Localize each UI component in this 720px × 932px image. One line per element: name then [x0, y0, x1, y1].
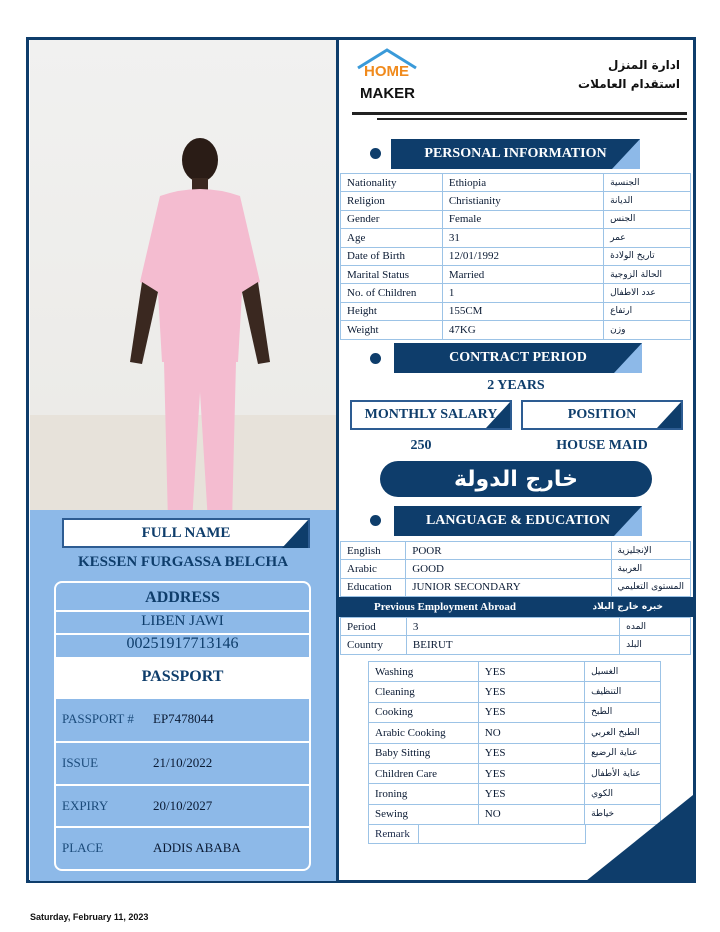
language-row-value: JUNIOR SECONDARY: [406, 578, 611, 596]
skill-row-arabic-label: خياطة: [585, 804, 661, 824]
personal-info-row-value: 47KG: [442, 321, 603, 339]
issue-label: ISSUE: [62, 755, 99, 770]
passport-number-label: PASSPORT #: [62, 711, 134, 726]
skill-row-arabic-label: عناية الأطفال: [585, 763, 661, 783]
skill-row-value: YES: [478, 763, 584, 783]
language-row-arabic-label: العربية: [611, 560, 690, 578]
logo-home-text: HOME: [364, 63, 409, 80]
personal-info-row-label: Weight: [341, 321, 443, 339]
place-row: [56, 828, 309, 868]
expiry-row: [56, 786, 309, 826]
skill-row-arabic-label: الطبخ العربي: [585, 723, 661, 743]
skill-row-label: Children Care: [369, 763, 479, 783]
personal-info-row: [341, 174, 691, 192]
language-row-arabic-label: المستوى التعليمي: [611, 578, 690, 596]
skill-row-label: Cooking: [369, 702, 479, 722]
address-label: ADDRESS: [145, 589, 220, 606]
personal-info-row: [341, 210, 691, 228]
skill-row: [369, 702, 661, 722]
skill-row-arabic-label: الكوي: [585, 784, 661, 804]
personal-info-row-arabic-label: عدد الاطفال: [604, 284, 691, 302]
passport-label: PASSPORT: [141, 668, 224, 685]
monthly-salary-label: MONTHLY SALARY: [364, 407, 498, 422]
fullname-label: FULL NAME: [141, 524, 231, 541]
previous-employment-row: [341, 618, 691, 636]
contract-period-heading-text: CONTRACT PERIOD: [449, 350, 587, 365]
personal-info-row-value: Married: [442, 265, 603, 283]
issue-value: 21/10/2022: [153, 755, 213, 770]
language-row-label: Arabic: [341, 560, 406, 578]
skill-row: [369, 662, 661, 682]
personal-info-row-value: 12/01/1992: [442, 247, 603, 265]
personal-info-row-label: Height: [341, 302, 443, 320]
personal-info-row: [341, 302, 691, 320]
column-divider: [336, 40, 339, 881]
previous-employment-heading: [339, 597, 693, 617]
personal-info-heading-text: PERSONAL INFORMATION: [424, 146, 607, 161]
skill-row: [369, 723, 661, 743]
section-bullet: [370, 353, 381, 364]
personal-info-row: [341, 284, 691, 302]
remark-label: Remark: [369, 825, 419, 843]
phone-number: 00251917713146: [126, 635, 239, 652]
skill-row-value: YES: [478, 784, 584, 804]
personal-info-row-arabic-label: ارتفاع: [604, 302, 691, 320]
logo-maker-text: MAKER: [360, 85, 415, 102]
skill-row-label: Washing: [369, 662, 479, 682]
personal-info-row: [341, 229, 691, 247]
fullname-value: KESSEN FURGASSA BELCHA: [77, 554, 289, 570]
position-value: HOUSE MAID: [556, 438, 648, 453]
company-logo: [352, 46, 422, 107]
skill-row-value: YES: [478, 743, 584, 763]
monthly-salary-value: 250: [410, 438, 432, 453]
candidate-photo: [30, 40, 336, 510]
language-education-heading: [394, 506, 642, 536]
previous-employment-row-label: Period: [341, 618, 407, 636]
contract-period-value: 2 YEARS: [487, 378, 545, 393]
personal-info-row-label: Nationality: [341, 174, 443, 192]
previous-employment-heading-ar: خبره خارج البلاد: [592, 602, 663, 612]
previous-employment-row-value: 3: [406, 618, 619, 636]
previous-employment-row: [341, 636, 691, 654]
language-row: [341, 542, 691, 560]
abroad-banner: خارج الدولة: [380, 461, 652, 497]
personal-info-row-value: Christianity: [442, 192, 603, 210]
personal-info-row: [341, 265, 691, 283]
header-rule: [352, 112, 687, 115]
expiry-label: EXPIRY: [62, 798, 109, 813]
skill-row: [369, 743, 661, 763]
contract-period-heading: [394, 343, 642, 373]
position-label: POSITION: [567, 407, 637, 422]
skill-row: [369, 682, 661, 702]
issue-row: [56, 743, 309, 783]
previous-employment-row-arabic-label: المده: [620, 618, 691, 636]
arabic-title-line2: استقدام العاملات: [578, 77, 680, 91]
address-line: LIBEN JAWI: [141, 613, 224, 629]
language-education-heading-text: LANGUAGE & EDUCATION: [425, 513, 611, 528]
language-table: [340, 541, 691, 597]
skill-row: [369, 763, 661, 783]
personal-info-row-value: 1: [442, 284, 603, 302]
language-row-label: Education: [341, 578, 406, 596]
personal-info-row-label: No. of Children: [341, 284, 443, 302]
personal-info-row-arabic-label: تاريخ الولادة: [604, 247, 691, 265]
position-label-box: [521, 400, 683, 430]
fullname-label-box: [62, 518, 310, 548]
place-label: PLACE: [62, 840, 104, 855]
skill-row-label: Arabic Cooking: [369, 723, 479, 743]
personal-info-row: [341, 192, 691, 210]
skill-row-arabic-label: الطبخ: [585, 702, 661, 722]
corner-decoration: [586, 795, 693, 881]
skill-row-label: Cleaning: [369, 682, 479, 702]
personal-info-row-arabic-label: الجنسية: [604, 174, 691, 192]
personal-info-row-value: 155CM: [442, 302, 603, 320]
personal-info-row-value: 31: [442, 229, 603, 247]
previous-employment-row-value: BEIRUT: [406, 636, 619, 654]
skill-row-value: YES: [478, 682, 584, 702]
skill-row-label: Ironing: [369, 784, 479, 804]
skill-row-arabic-label: عناية الرضيع: [585, 743, 661, 763]
skill-row-label: Sewing: [369, 804, 479, 824]
passport-number-row: [56, 699, 309, 739]
language-row-arabic-label: الإنجليزية: [611, 542, 690, 560]
passport-number-value: EP7478044: [153, 711, 214, 726]
arabic-company-title: [578, 56, 680, 94]
skill-row-label: Baby Sitting: [369, 743, 479, 763]
personal-info-row-arabic-label: عمر: [604, 229, 691, 247]
expiry-value: 20/10/2027: [153, 798, 213, 813]
previous-employment-heading-en: Previous Employment Abroad: [374, 601, 516, 613]
personal-info-row-arabic-label: الديانة: [604, 192, 691, 210]
personal-info-row-value: Female: [442, 210, 603, 228]
personal-info-row-label: Age: [341, 229, 443, 247]
monthly-salary-label-box: [350, 400, 512, 430]
personal-info-row-arabic-label: وزن: [604, 321, 691, 339]
personal-info-row-label: Date of Birth: [341, 247, 443, 265]
place-value: ADDIS ABABA: [153, 840, 241, 855]
language-row: [341, 578, 691, 596]
skill-row-value: YES: [478, 662, 584, 682]
personal-info-table: [340, 173, 691, 340]
section-bullet: [370, 148, 381, 159]
personal-info-row-label: Marital Status: [341, 265, 443, 283]
personal-info-row-label: Gender: [341, 210, 443, 228]
remark-row: [368, 824, 586, 844]
skill-row-value: YES: [478, 702, 584, 722]
personal-info-heading: [391, 139, 640, 169]
previous-employment-row-label: Country: [341, 636, 407, 654]
personal-info-row-arabic-label: الحالة الزوجية: [604, 265, 691, 283]
skill-row-arabic-label: التنظيف: [585, 682, 661, 702]
language-row-value: POOR: [406, 542, 611, 560]
arabic-title-line1: ادارة المنزل: [608, 58, 680, 72]
footer-date: Saturday, February 11, 2023: [30, 912, 149, 922]
header-rule-2: [377, 118, 687, 120]
personal-info-row-value: Ethiopia: [442, 174, 603, 192]
skill-row-value: NO: [478, 804, 584, 824]
personal-info-row-label: Religion: [341, 192, 443, 210]
personal-info-row: [341, 247, 691, 265]
language-row-label: English: [341, 542, 406, 560]
personal-info-row: [341, 321, 691, 339]
section-bullet: [370, 515, 381, 526]
skill-row-value: NO: [478, 723, 584, 743]
personal-info-row-arabic-label: الجنس: [604, 210, 691, 228]
address-panel: [54, 581, 311, 871]
language-row-value: GOOD: [406, 560, 611, 578]
previous-employment-row-arabic-label: البلد: [620, 636, 691, 654]
language-row: [341, 560, 691, 578]
skill-row-arabic-label: الغسيل: [585, 662, 661, 682]
previous-employment-table: [340, 617, 691, 655]
